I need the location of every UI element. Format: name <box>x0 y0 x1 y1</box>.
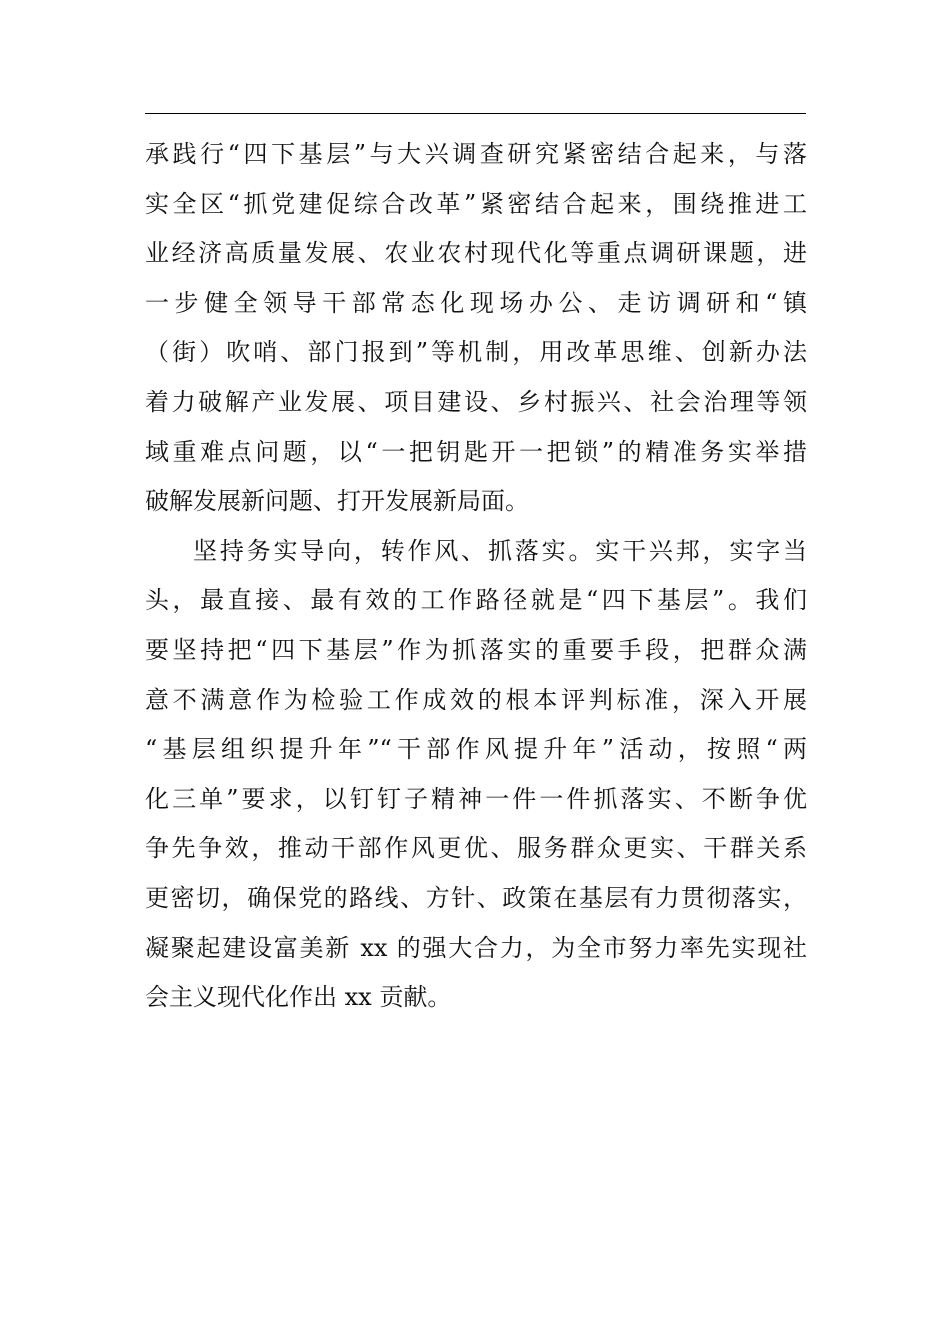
text-line: （街）吹哨、部门报到”等机制，用改革思维、创新办法 <box>145 338 807 367</box>
document-body <box>145 130 807 1023</box>
text-line: 坚持务实导向，转作风、抓落实。实干兴邦，实字当 <box>193 536 807 565</box>
text-line: 业经济高质量发展、农业农村现代化等重点调研课题，进 <box>145 239 807 268</box>
header-rule <box>145 113 806 114</box>
text-line: 更密切，确保党的路线、方针、政策在基层有力贯彻落实， <box>145 883 807 912</box>
text-line: 域重难点问题，以“一把钥匙开一把锁”的精准务实举措 <box>145 437 807 466</box>
text-line: “基层组织提升年”“干部作风提升年”活动，按照“两 <box>145 735 807 764</box>
paragraph-1 <box>145 130 807 527</box>
paragraph-2 <box>145 527 807 1023</box>
text-line: 会主义现代化作出 xx 贡献。 <box>145 983 452 1012</box>
text-line: 要坚持把“四下基层”作为抓落实的重要手段，把群众满 <box>145 635 807 664</box>
text-line: 承践行“四下基层”与大兴调查研究紧密结合起来，与落 <box>145 140 807 168</box>
text-line: 破解发展新问题、打开发展新局面。 <box>145 487 529 516</box>
text-line: 头，最直接、最有效的工作路径就是“四下基层”。我们 <box>145 586 807 615</box>
text-line: 实全区“抓党建促综合改革”紧密结合起来，围绕推进工 <box>145 189 807 218</box>
text-line: 争先争效，推动干部作风更优、服务群众更实、干群关系 <box>145 834 807 863</box>
text-line: 凝聚起建设富美新 xx 的强大合力，为全市努力率先实现社 <box>145 933 807 962</box>
text-line: 着力破解产业发展、项目建设、乡村振兴、社会治理等领 <box>145 387 807 416</box>
text-line: 化三单”要求，以钉钉子精神一件一件抓落实、不断争优 <box>145 784 807 813</box>
text-line: 意不满意作为检验工作成效的根本评判标准，深入开展 <box>145 685 807 714</box>
text-line: 一步健全领导干部常态化现场办公、走访调研和“镇 <box>145 288 807 317</box>
